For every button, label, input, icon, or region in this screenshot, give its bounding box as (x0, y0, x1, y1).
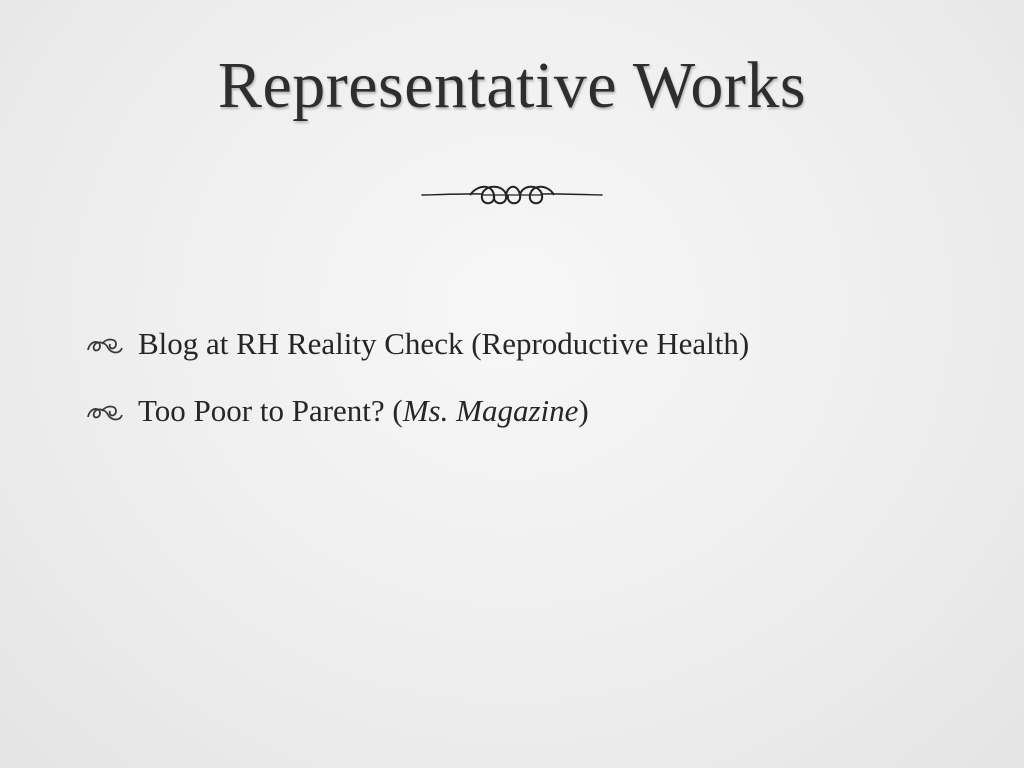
swirl-bullet-icon (86, 401, 124, 425)
bullet-text-main: Too Poor to Parent? ( (138, 393, 403, 428)
bullet-text (138, 389, 589, 433)
slide-title: Representative Works (217, 49, 807, 122)
list-item (86, 322, 966, 366)
flourish-divider-icon (420, 178, 604, 212)
bullet-list (86, 322, 966, 456)
publication-name: Ms. Magazine (402, 393, 579, 428)
list-item (86, 389, 966, 433)
swirl-bullet-icon (86, 334, 124, 358)
bullet-text-close: ) (578, 393, 589, 428)
bullet-text: Blog at RH Reality Check (Reproductive Health) (138, 326, 750, 361)
